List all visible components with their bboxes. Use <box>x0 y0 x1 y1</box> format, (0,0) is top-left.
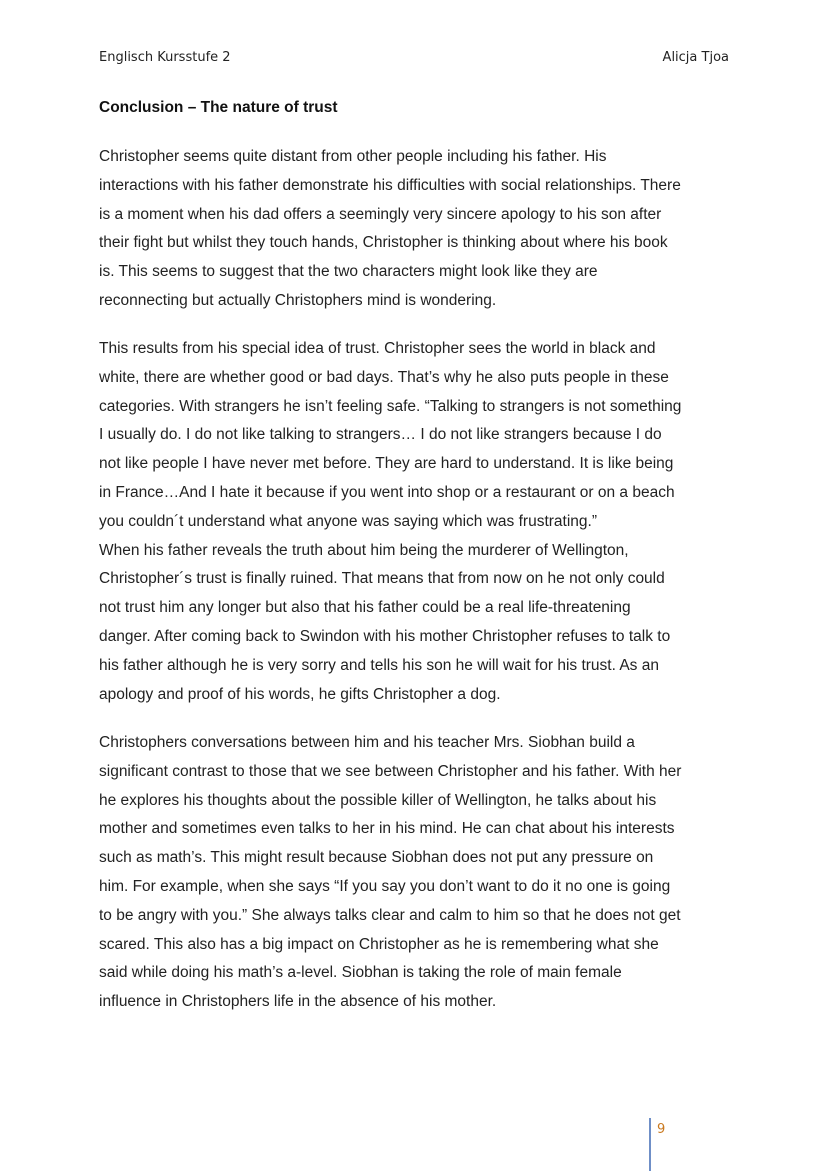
section-heading: Conclusion – The nature of trust <box>99 99 338 116</box>
paragraph-line: he explores his thoughts about the possible killer of Wellington, he talks about his <box>99 791 657 809</box>
paragraph-line: This results from his special idea of trust. Christopher sees the world in black and <box>99 340 656 357</box>
paragraph-line: categories. With strangers he isn’t feeling safe. “Talking to strangers is not something <box>99 397 682 415</box>
paragraph-line: him. For example, when she says “If you say you don’t want to do it no one is going <box>99 877 671 895</box>
page-number-divider <box>649 1118 651 1171</box>
paragraph-line: danger. After coming back to Swindon with his mother Christopher refuses to talk to <box>99 627 671 645</box>
paragraph-line: you couldn´t understand what anyone was saying which was frustrating.” <box>99 512 597 530</box>
paragraph-line: his father although he is very sorry and tells his son he will wait for his trust. As an <box>99 656 659 674</box>
paragraph-line: Christopher seems quite distant from other people including his father. His <box>99 148 607 165</box>
paragraph-line: Christophers conversations between him and his teacher Mrs. Siobhan build a <box>99 734 635 751</box>
paragraph-line: interactions with his father demonstrate his difficulties with social relationships. There <box>99 176 681 194</box>
paragraph-line: Christopher´s trust is finally ruined. That means that from now on he not only could <box>99 570 665 588</box>
paragraph-line: said while doing his math’s a-level. Siobhan is taking the role of main female <box>99 964 622 982</box>
paragraph-line: I usually do. I do not like talking to strangers… I do not like strangers because I do <box>99 426 662 444</box>
paragraph-line: reconnecting but actually Christophers mind is wondering. <box>99 291 497 309</box>
paragraph-line: not trust him any longer but also that his father could be a real life-threatening <box>99 599 631 617</box>
paragraph-line: is. This seems to suggest that the two characters might look like they are <box>99 263 598 281</box>
paragraph-line: their fight but whilst they touch hands, Christopher is thinking about where his book <box>99 234 668 252</box>
paragraph-line: apology and proof of his words, he gifts Christopher a dog. <box>99 685 501 703</box>
paragraph-line: in France…And I hate it because if you went into shop or a restaurant or on a beach <box>99 483 675 501</box>
header-course: Englisch Kursstufe 2 <box>99 50 231 65</box>
paragraph-line: such as math’s. This might result because Siobhan does not put any pressure on <box>99 849 654 867</box>
paragraph-line: When his father reveals the truth about him being the murderer of Wellington, <box>99 541 629 559</box>
paragraph-line: significant contrast to those that we see between Christopher and his father. With her <box>99 762 682 780</box>
page-number: 9 <box>657 1122 666 1137</box>
paragraph-1 <box>99 143 749 316</box>
paragraph-line: is a moment when his dad offers a seemingly very sincere apology to his son after <box>99 205 662 223</box>
paragraph-line: not like people I have never met before. They are hard to understand. It is like being <box>99 455 674 473</box>
header-author: Alicja Tjoa <box>662 50 729 65</box>
paragraph-line: scared. This also has a big impact on Christopher as he is remembering what she <box>99 935 659 953</box>
paragraph-line: influence in Christophers life in the absence of his mother. <box>99 993 497 1011</box>
paragraph-line: white, there are whether good or bad days. That’s why he also puts people in these <box>99 368 669 386</box>
paragraph-2 <box>99 335 749 709</box>
paragraph-line: to be angry with you.” She always talks clear and calm to him so that he does not get <box>99 906 681 924</box>
paragraph-line: mother and sometimes even talks to her in his mind. He can chat about his interests <box>99 820 675 838</box>
paragraph-3 <box>99 729 749 1017</box>
